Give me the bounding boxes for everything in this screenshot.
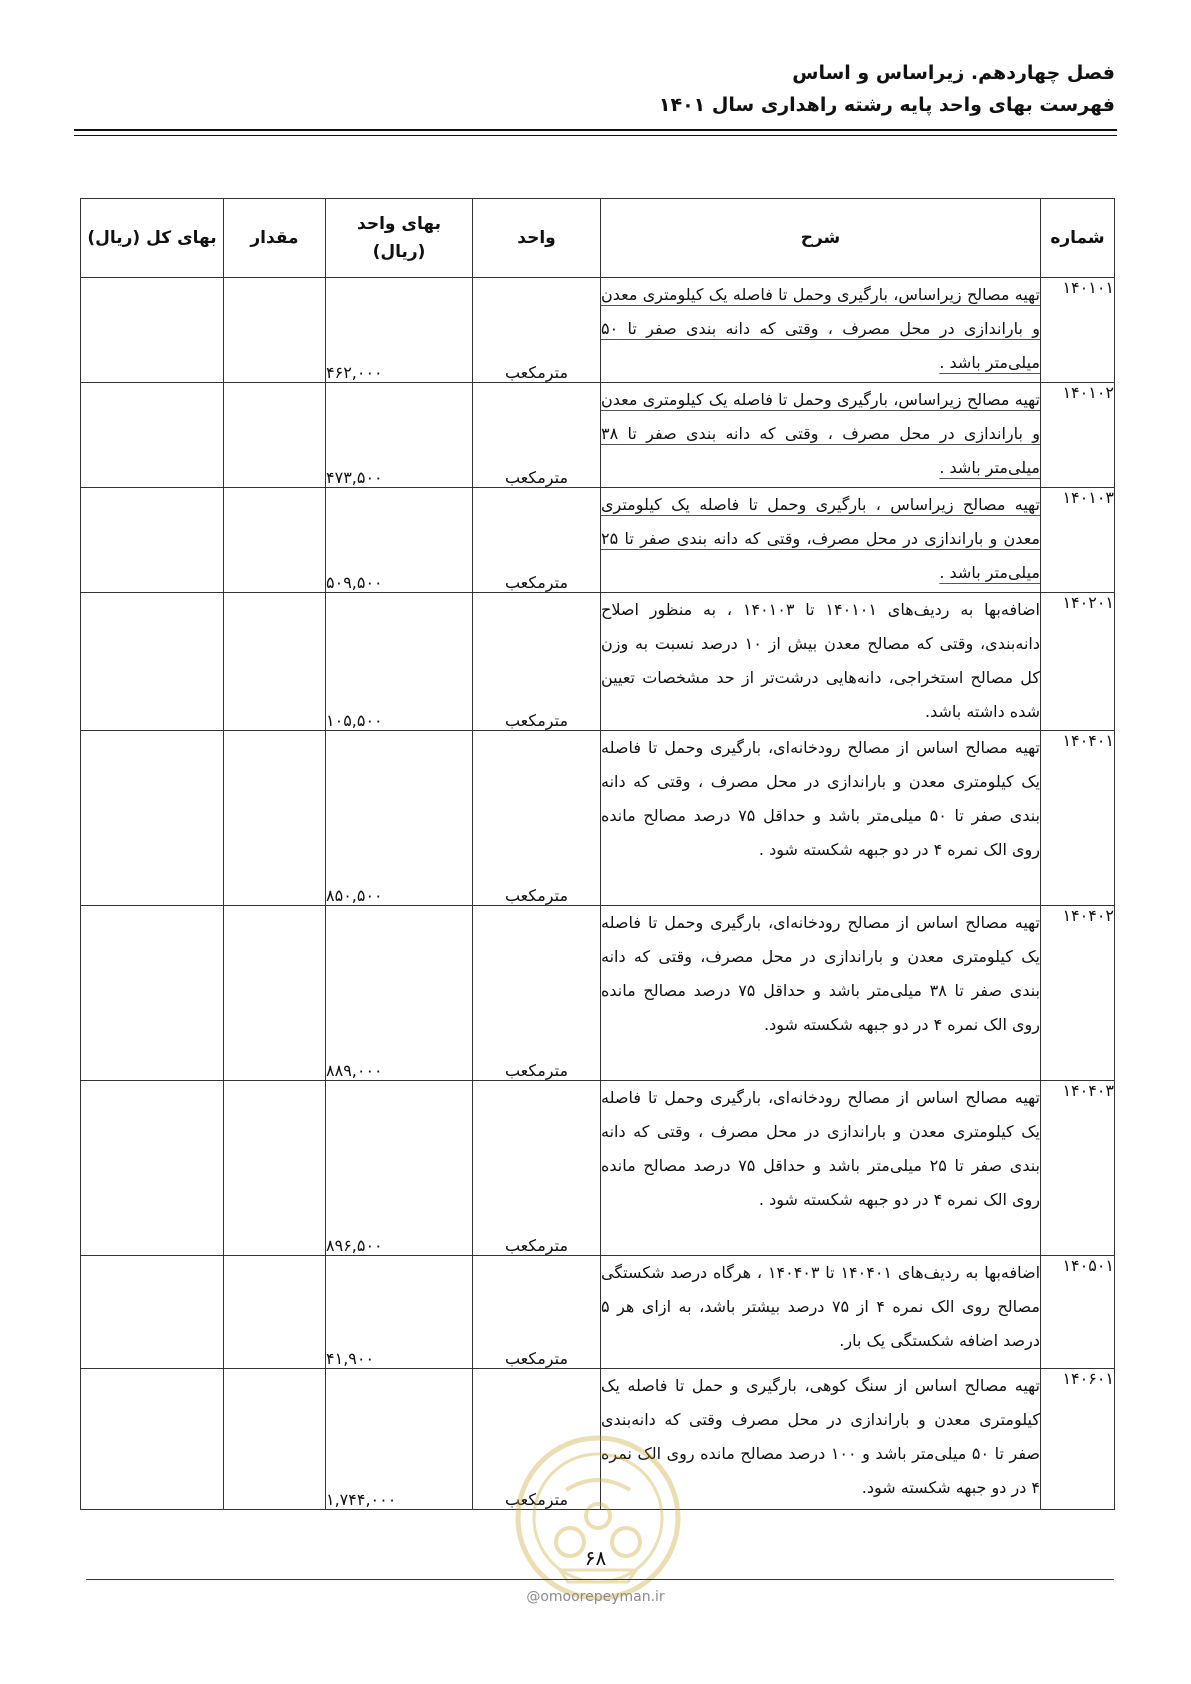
row-total bbox=[81, 278, 224, 383]
price-table bbox=[80, 198, 1115, 1510]
row-unit: مترمکعب bbox=[473, 383, 601, 488]
row-unit: مترمکعب bbox=[473, 1369, 601, 1510]
website-watermark: @omoorepeyman.ir bbox=[526, 1589, 665, 1605]
row-quantity bbox=[224, 593, 326, 731]
page-header bbox=[659, 58, 1115, 122]
header-divider-thick bbox=[74, 129, 1117, 131]
row-quantity bbox=[224, 278, 326, 383]
row-unit-price: ۴۷۳,۵۰۰ bbox=[326, 383, 473, 488]
row-description: تهیه مصالح اساس از سنگ کوهی، بارگیری و حمل تا فاصله یک کیلومتری معدن و باراندازی در محل مصرف وقتی که دانه‌بندی صفر تا ۵۰ میلی‌متر باشد و ۱۰۰ درصد مصالح مانده روی الک نمره ۴ در دو جبهه شکسته شود. bbox=[601, 1369, 1041, 1510]
row-total bbox=[81, 1256, 224, 1369]
row-unit: مترمکعب bbox=[473, 278, 601, 383]
row-number: ۱۴۰۴۰۲ bbox=[1041, 906, 1115, 1081]
row-number: ۱۴۰۱۰۱ bbox=[1041, 278, 1115, 383]
row-unit-price: ۱۰۵,۵۰۰ bbox=[326, 593, 473, 731]
row-total bbox=[81, 731, 224, 906]
row-number: ۱۴۰۴۰۳ bbox=[1041, 1081, 1115, 1256]
row-unit-price: ۵۰۹,۵۰۰ bbox=[326, 488, 473, 593]
row-number: ۱۴۰۴۰۱ bbox=[1041, 731, 1115, 906]
row-unit: مترمکعب bbox=[473, 593, 601, 731]
row-description-text: تهیه مصالح زیراساس، بارگیری وحمل تا فاصله یک کیلومتری معدن و باراندازی در محل مصرف ، وقتی که دانه بندی صفر تا ۳۸ میلی‌متر باشد . bbox=[601, 390, 1040, 477]
header-unit-price bbox=[326, 199, 473, 278]
row-quantity bbox=[224, 1081, 326, 1256]
row-number: ۱۴۰۱۰۲ bbox=[1041, 383, 1115, 488]
header-unit-price-line2: (ریال) bbox=[372, 242, 426, 262]
row-unit: مترمکعب bbox=[473, 1256, 601, 1369]
table-row bbox=[81, 1081, 1115, 1256]
table-row bbox=[81, 278, 1115, 383]
row-number: ۱۴۰۵۰۱ bbox=[1041, 1256, 1115, 1369]
row-quantity bbox=[224, 383, 326, 488]
row-quantity bbox=[224, 488, 326, 593]
row-unit-price: ۱,۷۴۴,۰۰۰ bbox=[326, 1369, 473, 1510]
table-row bbox=[81, 731, 1115, 906]
row-number: ۱۴۰۲۰۱ bbox=[1041, 593, 1115, 731]
row-unit-price: ۸۸۹,۰۰۰ bbox=[326, 906, 473, 1081]
table-row bbox=[81, 593, 1115, 731]
row-description-text: تهیه مصالح زیراساس ، بارگیری وحمل تا فاصله یک کیلومتری معدن و باراندازی در محل مصرف، وقتی که دانه بندی صفر تا ۲۵ میلی‌متر باشد . bbox=[601, 495, 1040, 582]
row-description: تهیه مصالح اساس از مصالح رودخانه‌ای، بارگیری وحمل تا فاصله یک کیلومتری معدن و باراندازی در محل مصرف، وقتی که دانه بندی صفر تا ۳۸ میلی‌متر باشد و حداقل ۷۵ درصد مصالح مانده روی الک نمره ۴ در دو جبهه شکسته شود. bbox=[601, 906, 1041, 1081]
row-quantity bbox=[224, 731, 326, 906]
table-row bbox=[81, 488, 1115, 593]
row-description: اضافه‌بها به ردیف‌های ۱۴۰۴۰۱ تا ۱۴۰۴۰۳ ، هرگاه درصد شکستگی مصالح روی الک نمره ۴ از ۷۵ درصد بیشتر باشد، به ازای هر ۵ درصد اضافه شکستگی یک بار. bbox=[601, 1256, 1041, 1369]
header-unit-price-line1: بهای واحد bbox=[357, 214, 441, 234]
row-description bbox=[601, 278, 1041, 383]
table-header-row bbox=[81, 199, 1115, 278]
row-total bbox=[81, 906, 224, 1081]
header-description: شرح bbox=[601, 199, 1041, 278]
chapter-title: فصل چهاردهم. زیراساس و اساس bbox=[792, 62, 1115, 84]
row-total bbox=[81, 488, 224, 593]
row-description: تهیه مصالح اساس از مصالح رودخانه‌ای، بارگیری وحمل تا فاصله یک کیلومتری معدن و باراندازی در محل مصرف ، وقتی که دانه بندی صفر تا ۲۵ میلی‌متر باشد و حداقل ۷۵ درصد مصالح مانده روی الک نمره ۴ در دو جبهه شکسته شود . bbox=[601, 1081, 1041, 1256]
table-row bbox=[81, 383, 1115, 488]
header-total-price: بهای کل (ریال) bbox=[81, 199, 224, 278]
table-row bbox=[81, 1256, 1115, 1369]
header-unit: واحد bbox=[473, 199, 601, 278]
row-quantity bbox=[224, 1256, 326, 1369]
header-divider-thin bbox=[74, 135, 1117, 136]
row-unit-price: ۸۵۰,۵۰۰ bbox=[326, 731, 473, 906]
row-description bbox=[601, 383, 1041, 488]
row-total bbox=[81, 593, 224, 731]
row-unit: مترمکعب bbox=[473, 906, 601, 1081]
row-total bbox=[81, 1081, 224, 1256]
row-unit-price: ۴۶۲,۰۰۰ bbox=[326, 278, 473, 383]
header-quantity: مقدار bbox=[224, 199, 326, 278]
header-number: شماره bbox=[1041, 199, 1115, 278]
footer-divider bbox=[86, 1579, 1114, 1580]
row-unit: مترمکعب bbox=[473, 488, 601, 593]
row-unit: مترمکعب bbox=[473, 731, 601, 906]
page-number: ۶۸ bbox=[584, 1546, 607, 1570]
row-unit: مترمکعب bbox=[473, 1081, 601, 1256]
table-row bbox=[81, 906, 1115, 1081]
price-list-title: فهرست بهای واحد پایه رشته راهداری سال ۱۴۰۱ bbox=[658, 94, 1115, 116]
row-quantity bbox=[224, 1369, 326, 1510]
row-description-text: تهیه مصالح زیراساس، بارگیری وحمل تا فاصله یک کیلومتری معدن و باراندازی در محل مصرف ، وقتی که دانه بندی صفر تا ۵۰ میلی‌متر باشد . bbox=[601, 285, 1040, 372]
row-description bbox=[601, 488, 1041, 593]
row-description: تهیه مصالح اساس از مصالح رودخانه‌ای، بارگیری وحمل تا فاصله یک کیلومتری معدن و باراندازی در محل مصرف ، وقتی که دانه بندی صفر تا ۵۰ میلی‌متر باشد و حداقل ۷۵ درصد مصالح مانده روی الک نمره ۴ در دو جبهه شکسته شود . bbox=[601, 731, 1041, 906]
row-unit-price: ۸۹۶,۵۰۰ bbox=[326, 1081, 473, 1256]
row-quantity bbox=[224, 906, 326, 1081]
row-number: ۱۴۰۱۰۳ bbox=[1041, 488, 1115, 593]
row-number: ۱۴۰۶۰۱ bbox=[1041, 1369, 1115, 1510]
row-total bbox=[81, 1369, 224, 1510]
row-total bbox=[81, 383, 224, 488]
row-unit-price: ۴۱,۹۰۰ bbox=[326, 1256, 473, 1369]
row-description: اضافه‌بها به ردیف‌های ۱۴۰۱۰۱ تا ۱۴۰۱۰۳ ، به منظور اصلاح دانه‌بندی، وقتی که مصالح معدن بیش از ۱۰ درصد نسبت به وزن کل مصالح استخراجی، دانه‌هایی درشت‌تر از حد مشخصات تعیین شده داشته باشد. bbox=[601, 593, 1041, 731]
